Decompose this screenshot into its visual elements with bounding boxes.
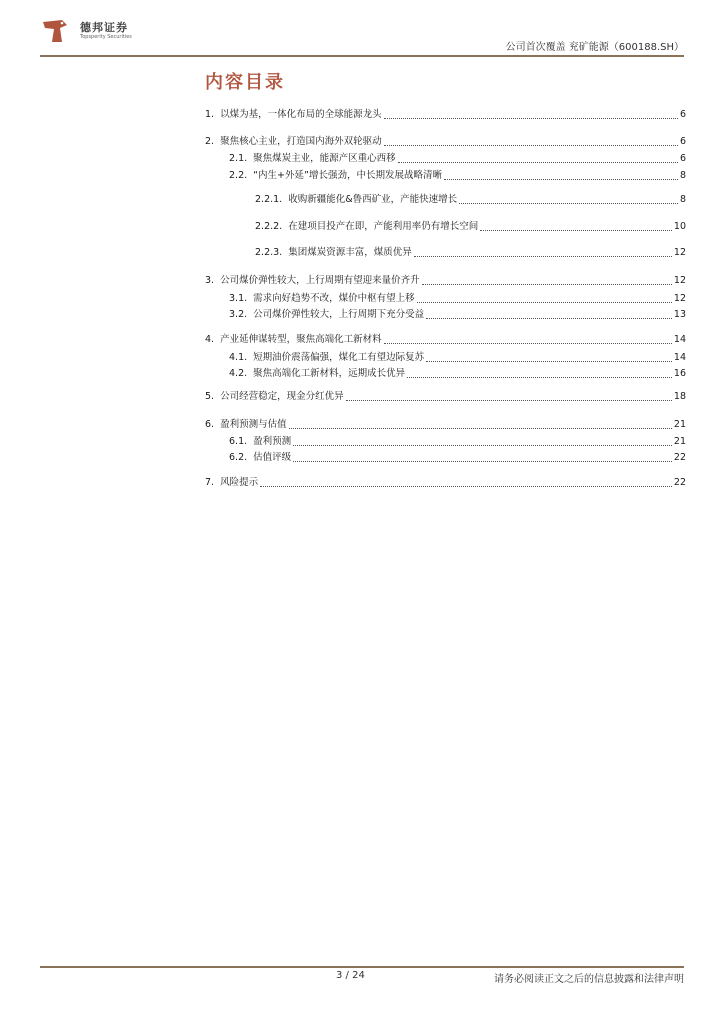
- footer-disclaimer: 请务必阅读正文之后的信息披露和法律声明: [494, 974, 684, 985]
- toc-entry-title: 公司煤价弹性较大，上行周期下充分受益: [253, 309, 425, 320]
- toc-entry-title: 聚焦高端化工新材料，远期成长优异: [253, 368, 406, 379]
- toc-entry-number: 2.2.: [229, 170, 248, 181]
- toc-entry-number: 1.: [205, 109, 215, 120]
- toc-leader-dots: [426, 317, 672, 319]
- toc-entry-page: 18: [673, 391, 686, 402]
- toc-entry-page: 16: [673, 368, 686, 379]
- company-logo: [40, 16, 150, 48]
- toc-entry-title: 盈利预测: [253, 436, 292, 447]
- toc-entry-title: 产业延伸谋转型，聚焦高端化工新材料: [220, 334, 382, 345]
- toc-entry-title: 收购新疆能化&鲁西矿业，产能快速增长: [288, 194, 458, 205]
- logo-mark-icon: [40, 16, 70, 46]
- logo-text-cn: 德邦证券: [80, 21, 128, 34]
- toc-entry-title: 以煤为基，一体化布局的全球能源龙头: [220, 109, 382, 120]
- toc-entry-page: 14: [673, 352, 686, 363]
- toc-leader-dots: [260, 485, 672, 487]
- toc-leader-dots: [384, 117, 678, 119]
- toc-entry-number: 3.2.: [229, 309, 248, 320]
- toc-entry[interactable]: [229, 169, 686, 183]
- toc-leader-dots: [346, 399, 672, 401]
- toc-leader-dots: [384, 144, 678, 146]
- footer-divider: [40, 966, 684, 968]
- toc-entry[interactable]: [229, 451, 686, 465]
- toc-leader-dots: [422, 283, 672, 285]
- toc-entry-number: 4.: [205, 334, 215, 345]
- toc-entry-page: 6: [679, 136, 686, 147]
- toc-entry-page: 6: [679, 153, 686, 164]
- toc-entry[interactable]: [229, 308, 686, 322]
- toc-entry-number: 3.1.: [229, 293, 248, 304]
- toc-entry-title: 聚焦核心主业，打造国内海外双轮驱动: [220, 136, 382, 147]
- toc-entry-title: 公司经营稳定，现金分红优异: [220, 391, 344, 402]
- toc-leader-dots: [398, 161, 678, 163]
- toc-leader-dots: [414, 255, 672, 257]
- toc-entry-title: 在建项目投产在即，产能利用率仍有增长空间: [288, 221, 479, 232]
- toc-entry-title: 短期油价震荡偏强，煤化工有望边际复苏: [253, 352, 425, 363]
- toc-entry-page: 12: [673, 275, 686, 286]
- page-number: 3 / 24: [336, 970, 365, 981]
- toc-entry-number: 3.: [205, 275, 215, 286]
- toc-entry[interactable]: [255, 220, 686, 234]
- toc-entry-page: 22: [673, 477, 686, 488]
- toc-entry[interactable]: [205, 418, 686, 432]
- toc-entry-title: “内生+外延”增长强劲，中长期发展战略清晰: [253, 170, 442, 181]
- toc-leader-dots: [384, 342, 672, 344]
- toc-entry-page: 12: [673, 247, 686, 258]
- toc-leader-dots: [293, 444, 672, 446]
- toc-entry-number: 2.: [205, 136, 215, 147]
- toc-entry-number: 7.: [205, 477, 215, 488]
- toc-entry-number: 2.2.2.: [255, 221, 283, 232]
- toc-entry-title: 聚焦煤炭主业，能源产区重心西移: [253, 153, 396, 164]
- toc-entry[interactable]: [205, 476, 686, 490]
- toc-entry-number: 6.1.: [229, 436, 248, 447]
- toc-entry[interactable]: [255, 246, 686, 260]
- toc-entry-page: 12: [673, 293, 686, 304]
- toc-entry-number: 4.1.: [229, 352, 248, 363]
- toc-entry[interactable]: [229, 152, 686, 166]
- toc-entry-page: 8: [679, 194, 686, 205]
- toc-entry-page: 8: [679, 170, 686, 181]
- toc-title: 内容目录: [205, 72, 285, 93]
- header-divider: [40, 55, 684, 57]
- toc-entry-number: 4.2.: [229, 368, 248, 379]
- toc-entry-page: 21: [673, 436, 686, 447]
- toc-entry[interactable]: [229, 435, 686, 449]
- toc-entry[interactable]: [205, 274, 686, 288]
- toc-entry-number: 2.2.1.: [255, 194, 283, 205]
- toc-entry-number: 2.2.3.: [255, 247, 283, 258]
- toc-entry-page: 13: [673, 309, 686, 320]
- toc-entry-title: 盈利预测与估值: [220, 419, 287, 430]
- toc-entry[interactable]: [229, 292, 686, 306]
- toc-leader-dots: [417, 301, 672, 303]
- report-info: 公司首次覆盖 兖矿能源（600188.SH）: [505, 42, 684, 53]
- toc-entry[interactable]: [229, 351, 686, 365]
- toc-entry-title: 风险提示: [220, 477, 259, 488]
- toc-entry-page: 10: [673, 221, 686, 232]
- toc-leader-dots: [407, 376, 672, 378]
- logo-text-en: Topsperity Securities: [80, 34, 132, 40]
- toc-entry-title: 估值评级: [253, 452, 292, 463]
- toc-entry[interactable]: [205, 108, 686, 122]
- toc-entry[interactable]: [205, 333, 686, 347]
- toc-entry-title: 集团煤炭资源丰富，煤质优异: [288, 247, 412, 258]
- toc-leader-dots: [289, 427, 672, 429]
- toc-entry-number: 2.1.: [229, 153, 248, 164]
- toc-entry-title: 需求向好趋势不改，煤价中枢有望上移: [253, 293, 415, 304]
- toc-entry-page: 21: [673, 419, 686, 430]
- toc-entry[interactable]: [255, 193, 686, 207]
- toc-entry-number: 6.: [205, 419, 215, 430]
- toc-leader-dots: [459, 202, 678, 204]
- toc-entry-title: 公司煤价弹性较大，上行周期有望迎来量价齐升: [220, 275, 420, 286]
- toc-entry-page: 14: [673, 334, 686, 345]
- toc-entry-page: 22: [673, 452, 686, 463]
- toc-entry[interactable]: [205, 390, 686, 404]
- toc-entry[interactable]: [205, 135, 686, 149]
- toc-entry-number: 6.2.: [229, 452, 248, 463]
- toc-leader-dots: [426, 360, 672, 362]
- toc-leader-dots: [480, 229, 672, 231]
- toc-leader-dots: [444, 178, 678, 180]
- toc-entry-number: 5.: [205, 391, 215, 402]
- toc-entry[interactable]: [229, 367, 686, 381]
- toc-leader-dots: [293, 460, 672, 462]
- toc-entry-page: 6: [679, 109, 686, 120]
